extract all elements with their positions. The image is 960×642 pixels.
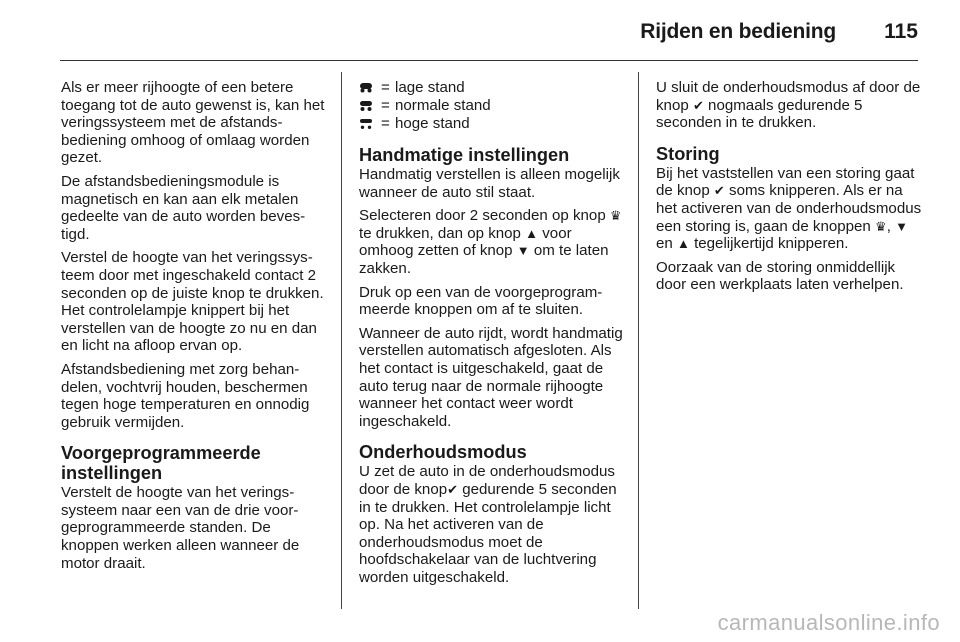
up-arrow-icon: ▲ [677, 236, 690, 252]
paragraph: Verstelt de hoogte van het veringssysteem naar een van de drie voorgeprogrammeerde standen. De knoppen werken alleen wanneer de motor draait. [61, 484, 300, 572]
wrench-icon: ✔ [692, 97, 704, 113]
legend-row-low [359, 79, 625, 97]
text-fragment: te drukken, dan op knop [359, 224, 521, 242]
column-divider [341, 72, 342, 609]
car-high-icon [359, 119, 381, 129]
paragraph: Oorzaak van de storing onmiddellijk door een werkplaats laten verhelpen. [656, 258, 904, 294]
height-legend [359, 79, 625, 133]
text-fragment: U sluit de onderhoudsmodus af door de knop [656, 79, 921, 114]
paragraph: Wanneer de auto rijdt, wordt handmatig verstellen automatisch afgesloten. Als het contact is uitgeschakeld, gaat de auto terug naar de normale rijhoogte wanneer het contact weer wordt ingeschakeld. [359, 324, 623, 430]
legend-row-high [359, 115, 625, 133]
legend-row-normal [359, 97, 625, 115]
wrench-icon: ✔ [447, 481, 459, 497]
wrench-icon: ✔ [713, 183, 725, 199]
equals-sign: = [381, 115, 390, 133]
car-low-icon [359, 83, 381, 93]
section-heading: Voorgeprogrammeerde instellingen [61, 443, 261, 484]
paragraph [359, 463, 625, 586]
text-fragment: gedurende 5 seconden in te drukken. Het controlelampje licht op. Na het activeren van de onderhoudsmodus moet de hoofdschakelaar van de luchtvering worden uitgeschakeld. [359, 480, 617, 586]
text-fragment: , [886, 217, 891, 235]
header-divider [60, 60, 918, 61]
paragraph: Verstel de hoogte van het veringssysteem door met ingeschakeld contact 2 seconden op de juiste knop te drukken. Het controlelampje knippert bij het verstellen van de hoogte zo nu en dan en licht na afloop ervan op. [61, 249, 324, 355]
paragraph: Druk op een van de voorgeprogrammeerde knoppen om af te sluiten. [359, 283, 603, 319]
text-fragment: tegelijkertijd knipperen. [694, 235, 849, 253]
watermark: carmanualsonline.info [717, 610, 940, 635]
text-fragment: nogmaals gedurende 5 seconden in te drukken. [656, 96, 863, 132]
text-fragment: Selecteren door 2 seconden op knop [359, 207, 606, 225]
column-divider [638, 72, 639, 609]
page-number: 115 [884, 20, 918, 43]
section-heading: Handmatige instellingen [359, 145, 570, 165]
section-heading: Onderhoudsmodus [359, 442, 527, 463]
text-fragment: U zet de auto in de onderhoudsmodus door de knop [359, 463, 615, 498]
text-fragment: Bij het vaststellen van een storing gaat de knop [656, 164, 915, 200]
up-arrow-icon: ▲ [525, 225, 539, 241]
page-header [0, 0, 960, 60]
text-fragment: om te laten zakken. [359, 242, 609, 277]
page-title: Rijden en bediening [640, 20, 836, 43]
text-fragment: voor omhoog zetten of knop [359, 224, 572, 260]
paragraph: Handmatig verstellen is alleen mogelijk wanneer de auto stil staat. [359, 166, 620, 201]
paragraph [656, 79, 922, 132]
car-normal-icon [359, 101, 381, 111]
manual-mode-icon: ♛ [609, 208, 622, 224]
paragraph: Als er meer rijhoogte of een betere toegang tot de auto gewenst is, kan het veringssysteem met de afstandsbediening omhoog of omlaag worden gezet. [61, 79, 325, 167]
paragraph [656, 165, 922, 253]
paragraph [359, 207, 625, 277]
legend-label: lage stand [395, 79, 465, 97]
legend-label: normale stand [395, 97, 491, 115]
column-middle [359, 79, 625, 592]
paragraph: De afstandsbedieningsmodule is magnetisch en kan aan elk metalen gedeelte van de auto worden bevestigd. [61, 172, 306, 243]
legend-label: hoge stand [395, 115, 470, 133]
column-right [656, 79, 922, 300]
text-fragment: soms knipperen. Als er na het activeren van de onderhoudsmodus een storing is, gaan de knoppen [656, 182, 922, 235]
paragraph: Afstandsbediening met zorg behandelen, vochtvrij houden, beschermen tegen hoge temperaturen en onnodig gebruik vermijden. [61, 360, 310, 431]
text-fragment: en [656, 235, 673, 253]
down-arrow-icon: ▼ [895, 218, 908, 234]
manual-mode-icon: ♛ [875, 218, 887, 234]
down-arrow-icon: ▼ [516, 243, 530, 259]
equals-sign: = [381, 97, 390, 115]
section-heading: Storing [656, 143, 720, 164]
column-left [61, 79, 327, 578]
equals-sign: = [381, 79, 390, 97]
